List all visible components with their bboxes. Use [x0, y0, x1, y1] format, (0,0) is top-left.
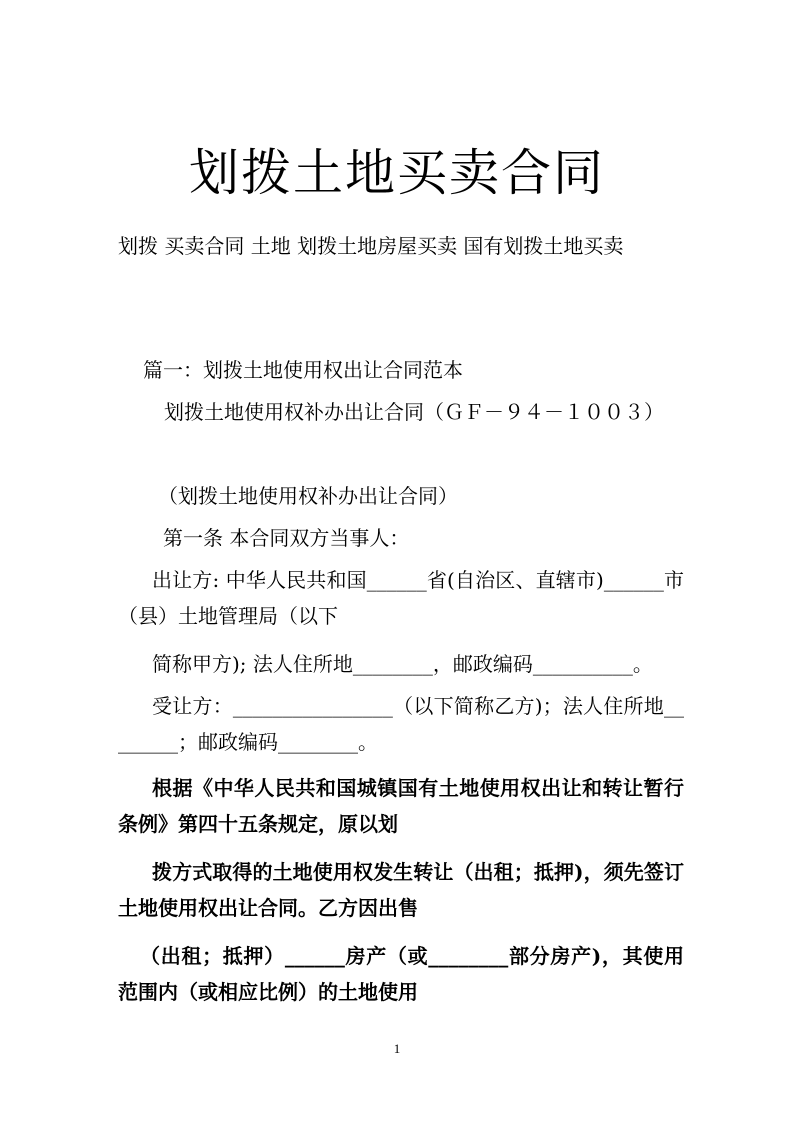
- article-one-heading: 第一条 本合同双方当事人：: [163, 526, 410, 550]
- legal-basis-paragraph-3: （出租；抵押）______房产（或________部分房产)，其使用范围内（或相应比例）的土地使用: [118, 944, 684, 1004]
- document-title: 划拨土地买卖合同: [189, 144, 605, 202]
- contract-subtitle: （划拨土地使用权补办出让合同）: [158, 484, 458, 508]
- legal-basis-paragraph-2: 拨方式取得的土地使用权发生转让（出租；抵押)，须先签订土地使用权出让合同。乙方因出售: [118, 860, 684, 920]
- legal-basis-paragraph-1: 根据《中华人民共和国城镇国有土地使用权出让和转让暂行条例》第四十五条规定，原以划: [118, 776, 684, 836]
- seller-clause: 出让方: 中华人民共和国______省(自治区、直辖市)______市（县）土地管理局（以下: [118, 568, 684, 628]
- page-number: 1: [393, 1041, 401, 1056]
- keywords-line: 划拨 买卖合同 土地 划拨土地房屋买卖 国有划拨土地买卖: [118, 234, 624, 258]
- contract-name: 划拨土地使用权补办出让合同（ＧＦ－９４－１００３）: [164, 400, 664, 424]
- section-heading: 篇一：划拨土地使用权出让合同范本: [143, 358, 463, 382]
- seller-address-clause: 简称甲方); 法人住所地________，邮政编码__________。: [152, 652, 653, 676]
- buyer-clause: 受让方：________________（以下简称乙方)；法人住所地________；邮政编码________。: [118, 694, 684, 754]
